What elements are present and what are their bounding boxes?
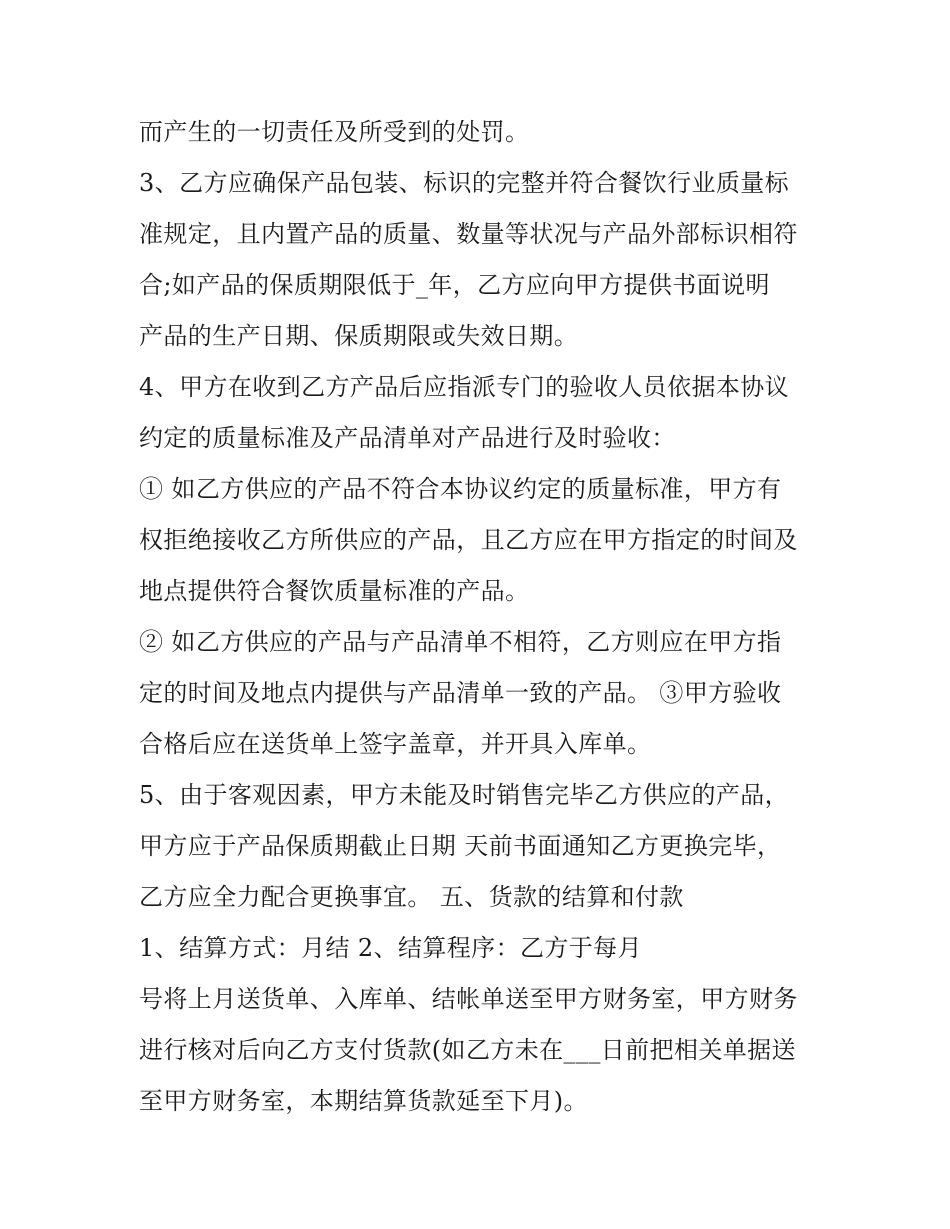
text-line: 乙方应全力配合更换事宜。 五、货款的结算和付款: [139, 883, 684, 911]
text-line: 甲方应于产品保质期截止日期 天前书面通知乙方更换完毕，: [139, 832, 782, 860]
text-line: 1、结算方式：月结 2、结算程序：乙方于每月: [139, 934, 642, 962]
text-line: 合格后应在送货单上签字盖章，并开具入库单。: [139, 730, 652, 758]
text-line: 地点提供符合餐饮质量标准的产品。: [139, 577, 530, 605]
text-line: 至甲方财务室，本期结算货款延至下月)。: [139, 1087, 588, 1115]
text-line: 进行核对后向乙方支付货款(如乙方未在___日前把相关单据送: [139, 1036, 796, 1064]
text-line: 产品的生产日期、保质期限或失效日期。: [139, 322, 579, 350]
text-line: 约定的质量标准及产品清单对产品进行及时验收：: [139, 424, 676, 452]
text-line: 合;如产品的保质期限低于_年，乙方应向甲方提供书面说明: [139, 271, 770, 299]
text-line: ② 如乙方供应的产品与产品清单不相符，乙方则应在甲方指: [139, 628, 782, 656]
text-line: 号将上月送货单、入库单、结帐单送至甲方财务室，甲方财务: [139, 985, 798, 1013]
text-line: 权拒绝接收乙方所供应的产品，且乙方应在甲方指定的时间及: [139, 526, 798, 554]
text-line: 5、由于客观因素，甲方未能及时销售完毕乙方供应的产品，: [139, 781, 790, 809]
text-line: ① 如乙方供应的产品不符合本协议约定的质量标准，甲方有: [139, 475, 782, 503]
text-line: 而产生的一切责任及所受到的处罚。: [139, 118, 530, 146]
document-body: [139, 107, 839, 1127]
text-line: 准规定，且内置产品的质量、数量等状况与产品外部标识相符: [139, 220, 798, 248]
text-line: 4、甲方在收到乙方产品后应指派专门的验收人员依据本协议: [139, 373, 790, 401]
text-line: 定的时间及地点内提供与产品清单一致的产品。 ③甲方验收: [139, 679, 782, 707]
text-line: 3、乙方应确保产品包装、标识的完整并符合餐饮行业质量标: [139, 169, 790, 197]
